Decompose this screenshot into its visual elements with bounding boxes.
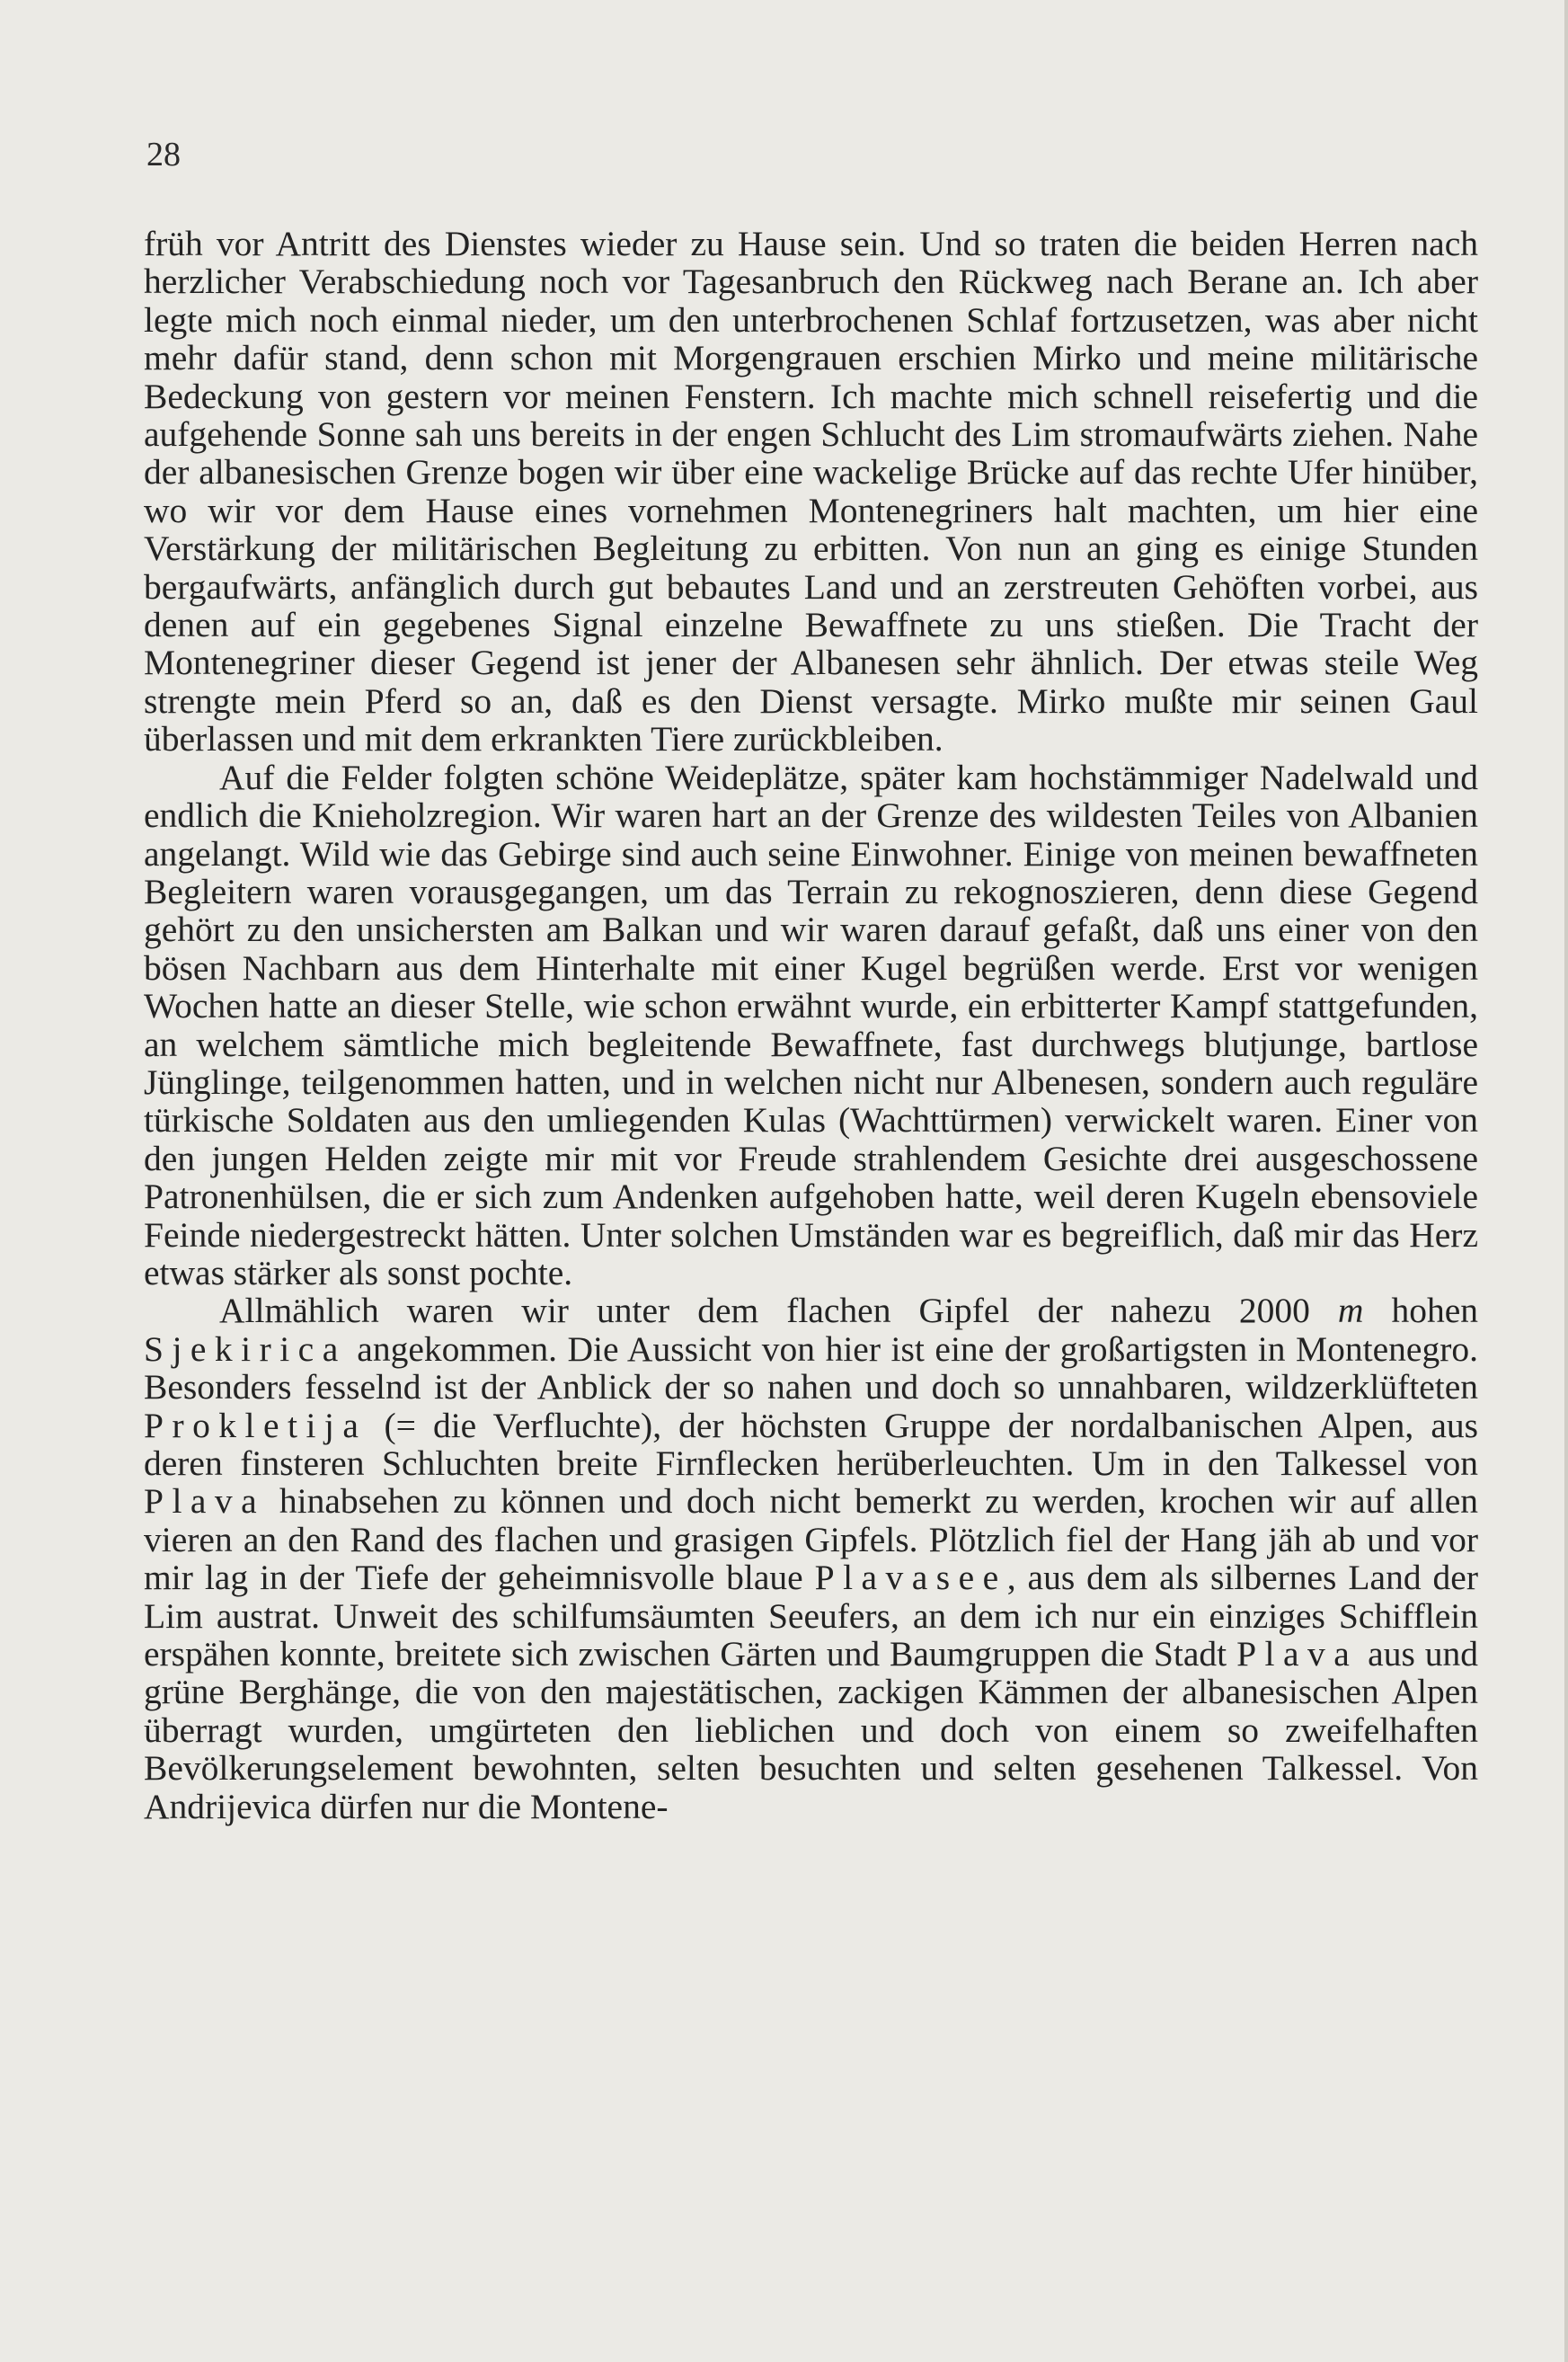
- text-segment: früh vor Antritt des Dienstes wieder zu Hause sein. Und so traten die beiden Herren nach herzlicher Verabschiedung noch vor Tagesanbruch den Rückweg nach Berane an. Ich aber legte mich noch einmal nieder, um den unterbrochenen Schlaf fortzusetzen, was aber nicht mehr dafür stand, denn schon mit Morgengrauen erschien Mirko und meine militärische Bedeckung von gestern vor meinen Fenstern. Ich machte mich schnell reisefertig und die aufgehende Sonne sah uns bereits in der engen Schlucht des Lim stromaufwärts ziehen. Nahe der albanesischen Grenze bogen wir über eine wackelige Brücke auf das rechte Ufer hinüber, wo wir vor dem Hause eines vornehmen Montenegriners halt machten, um hier eine Verstärkung der militärischen Begleitung zu erbitten. Von nun an ging es einige Stunden bergaufwärts, anfänglich durch gut bebautes Land und an zerstreuten Gehöften vorbei, aus denen auf ein gegebenes Signal einzelne Bewaffnete zu uns stießen. Die Tracht der Montenegriner dieser Gegend ist jener der Albanesen sehr ähnlich. Der etwas steile Weg strengte mein Pferd so an, daß es den Dienst versagte. Mirko mußte mir seinen Gaul überlassen und mit dem erkrankten Tiere zurückbleiben.: [144, 224, 1478, 759]
- spaced-name: Plava: [144, 1481, 266, 1522]
- spaced-name: Prokletija: [144, 1405, 368, 1445]
- text-segment: hohen: [1363, 1291, 1478, 1331]
- spaced-name: Plavasee: [814, 1558, 1007, 1598]
- italic-unit: m: [1337, 1291, 1364, 1331]
- text-segment: hinabsehen zu können und doch nicht bemerkt zu werden, krochen wir auf allen vieren an den Rand des flachen und grasigen Gipfels. Plötzlich fiel der Hang jäh ab und vor mir lag in der Tiefe der geheimnisvolle blaue: [144, 1481, 1478, 1598]
- text-segment: angekommen. Die Aussicht von hier ist eine der großartigsten in Montenegro. Besonders fesselnd ist der Anblick der so nahen und doch so unnahbaren, wildzerklüfteten: [144, 1328, 1478, 1407]
- text-segment: (= die Verfluchte), der höchsten Gruppe der nordalbanischen Alpen, aus deren finsteren Schluchten breite Firnflecken herüberleuchten. Um in den Talkessel von: [144, 1405, 1478, 1483]
- text-segment: , aus dem als silbernes Land der Lim austrat. Unweit des schilfumsäumten Seeufers, an dem ich nur ein einziges Schifflein erspähen konnte, breitete sich zwischen Gärten und Baumgruppen die Stadt: [144, 1558, 1478, 1674]
- paragraph-1: [144, 225, 1478, 759]
- spaced-name: Plava: [1236, 1634, 1359, 1674]
- text-segment: aus und grüne Berghänge, die von den majestätischen, zackigen Kämmen der albanesischen Alpen überragt wurden, umgürteten den lieblichen und doch von einem so zweifelhaften Bevölkerungselement bewohnten, selten besuchten und selten gesehenen Talkessel. Von Andrijevica dürfen nur die Montene-: [144, 1634, 1479, 1826]
- paragraph-2: [144, 759, 1478, 1292]
- page-number: 28: [146, 136, 181, 173]
- spaced-name: Sjekirica: [144, 1328, 347, 1369]
- text-segment: Allmählich waren wir unter dem flachen Gipfel der nahezu 2000: [219, 1291, 1338, 1331]
- body-text: [144, 225, 1478, 1825]
- paragraph-3: [144, 1292, 1478, 1825]
- text-segment: Auf die Felder folgten schöne Weideplätze, später kam hochstämmiger Nadelwald und endlich die Knieholzregion. Wir waren hart an der Grenze des wildesten Teiles von Albanien angelangt. Wild wie das Gebirge sind auch seine Einwohner. Einige von meinen bewaffneten Begleitern waren vorausgegangen, um das Terrain zu rekognoszieren, denn diese Gegend gehört zu den unsichersten am Balkan und wir waren darauf gefaßt, daß uns einer von den bösen Nachbarn aus dem Hinterhalte mit einer Kugel begrüßen werde. Erst vor wenigen Wochen hatte an dieser Stelle, wie schon erwähnt wurde, ein erbitterter Kampf stattgefunden, an welchem sämtliche mich begleitende Bewaffnete, fast durchwegs blutjunge, bartlose Jünglinge, teilgenommen hatten, und in welchen nicht nur Albenesen, sondern auch reguläre türkische Soldaten aus den umliegenden Kulas (Wachttürmen) verwickelt waren. Einer von den jungen Helden zeigte mir mit vor Freude strahlendem Gesichte drei ausgeschossene Patronenhülsen, die er sich zum Andenken aufgehoben hatte, weil deren Kugeln ebensoviele Feinde niedergestreckt hätten. Unter solchen Umständen war es begreiflich, daß mir das Herz etwas stärker als sonst pochte.: [144, 757, 1478, 1292]
